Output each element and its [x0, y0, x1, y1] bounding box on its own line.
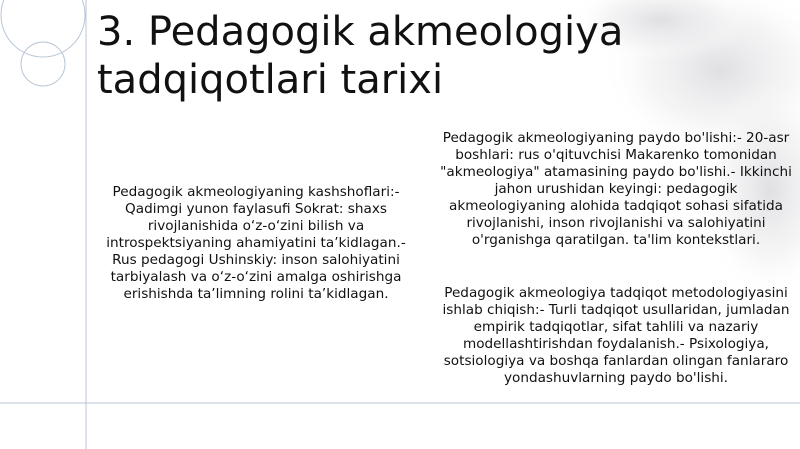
methodology-paragraph: Pedagogik akmeologiya tadqiqot metodologiyasini ishlab chiqish:- Turli tadqiqot usullaridan, jumladan empirik tadqiqotlar, sifat tahlili va nazariy modellashtirishdan foydalanish.- Psixologiya, sotsiologiya va boshqa fanlardan olingan fanlararo yondashuvlarning paydo bo'lishi. [442, 285, 790, 386]
right-text-column-top [440, 130, 792, 249]
pioneers-paragraph: Pedagogik akmeologiyaning kashshoflari:- Qadimgi yunon faylasufi Sokrat: shaxs rivojlanishida o‘z-o‘zini bilish va introspektsiyaning ahamiyatini ta’kidlagan.- Rus pedagogi Ushinskiy: inson salohiyatini tarbiyalash va o‘z-o‘zini amalga oshirishga erishishda ta’limning rolini ta’kidlagan. [106, 184, 406, 302]
top-circle-decoration [1, 0, 85, 57]
slide-title: 3. Pedagogik akmeologiya tadqiqotlari tarixi [97, 9, 624, 103]
emergence-paragraph: Pedagogik akmeologiyaning paydo bo'lishi:- 20-asr boshlari: rus o'qituvchisi Makarenko tomonidan "akmeologiya" atamasining paydo bo'lishi.- Ikkinchi jahon urushidan keyingi: pedagogik akmeologiyaning alohida tadqiqot sohasi sifatida rivojlanishi, inson rivojlanishi va salohiyatini o'rganishga qaratilgan. ta'lim kontekstlari. [440, 130, 792, 248]
middle-circle-decoration [21, 42, 65, 86]
right-text-column-bottom [440, 285, 792, 387]
left-text-column [96, 184, 416, 303]
